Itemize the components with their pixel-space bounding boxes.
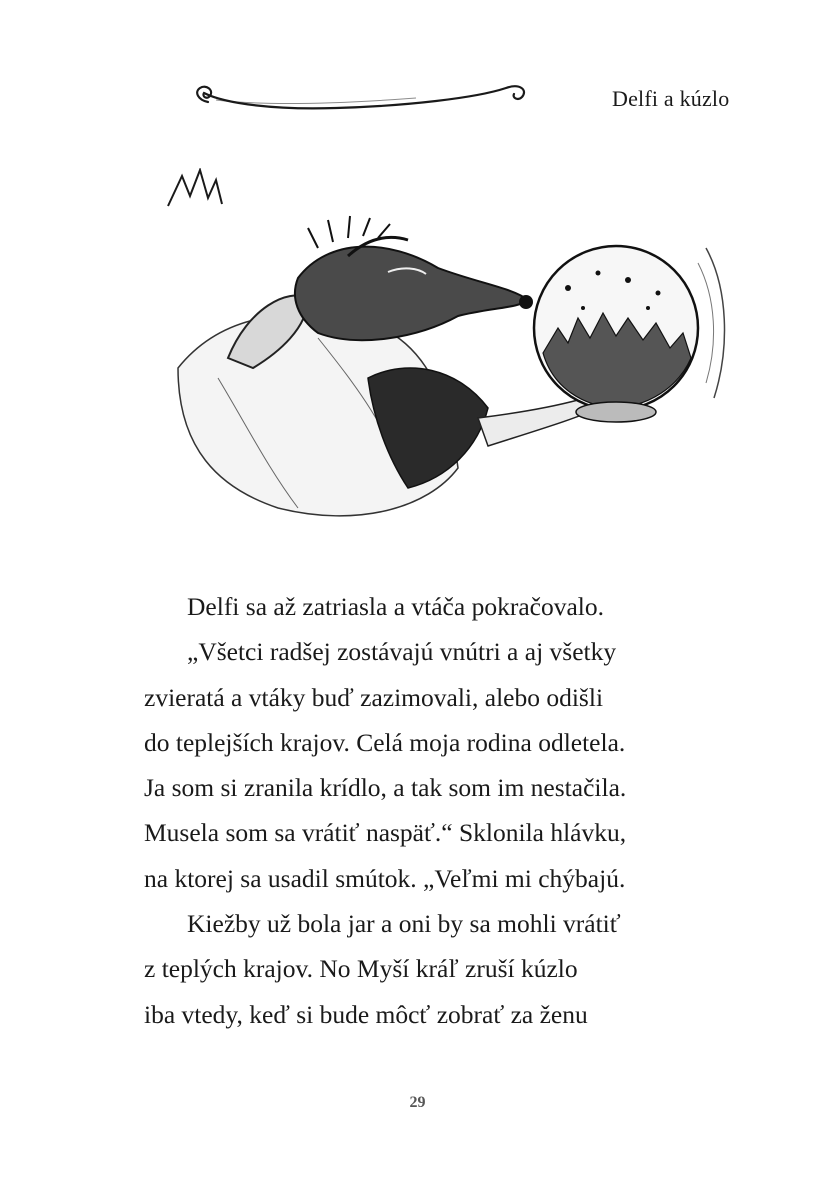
- text-line: zvieratá a vtáky buď zazimovali, alebo odišli: [144, 682, 604, 712]
- text-line: Musela som sa vrátiť naspäť.“ Sklonila hlávku,: [144, 818, 627, 848]
- text-line: do teplejších krajov. Celá moja rodina odletela.: [144, 727, 626, 757]
- text-line: z teplých krajov. No Myší kráľ zruší kúzlo: [144, 954, 578, 984]
- text-line: Kiežby už bola jar a oni by sa mohli vrátiť: [187, 909, 621, 939]
- header-flourish: [186, 70, 538, 122]
- text-line: na ktorej sa usadil smútok. „Veľmi mi chýbajú.: [144, 863, 626, 893]
- body-text: [144, 584, 744, 1037]
- illustration-mouse-king-snow-globe: [158, 168, 730, 540]
- running-header-title: Delfi a kúzlo: [612, 86, 730, 111]
- text-line: Delfi sa až zatriasla a vtáča pokračovalo.: [187, 592, 604, 621]
- text-line: „Všetci radšej zostávajú vnútri a aj všetky: [187, 637, 617, 667]
- crown-icon: [168, 170, 222, 206]
- page-number: 29: [409, 1094, 426, 1111]
- text-line: iba vtedy, keď si bude môcť zobrať za ženu: [144, 999, 588, 1029]
- text-line: Ja som si zranila krídlo, a tak som im nestačila.: [144, 773, 627, 803]
